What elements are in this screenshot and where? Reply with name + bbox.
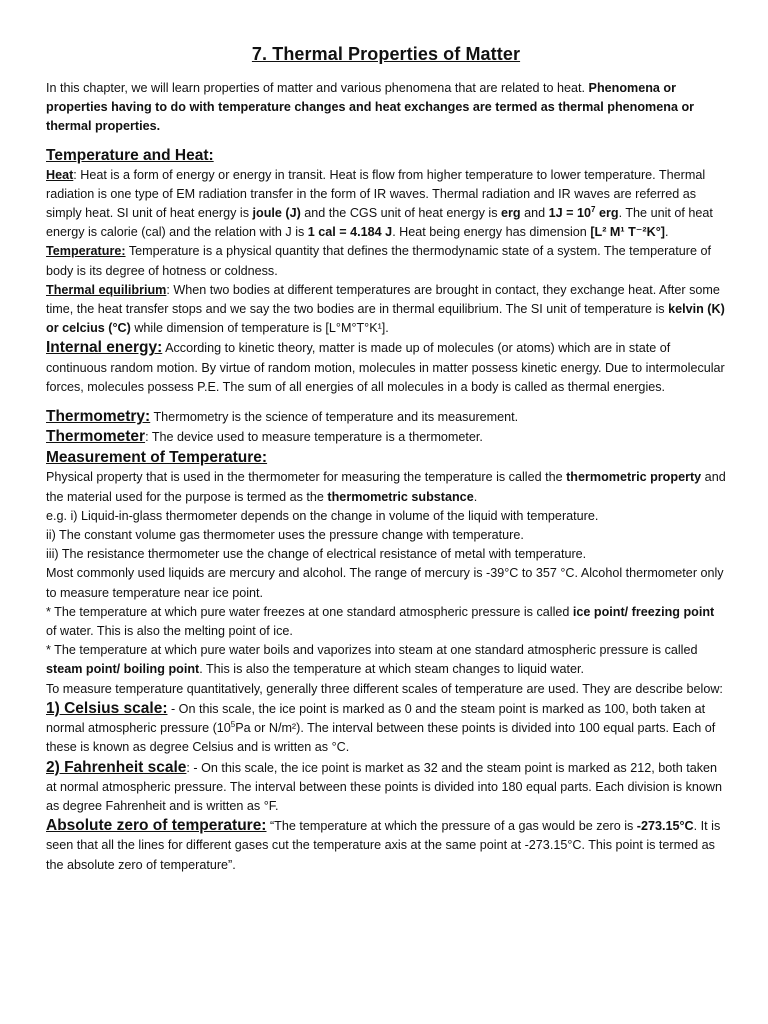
thermometric-property: thermometric property [566, 470, 702, 485]
steam-text: . This is also the temperature at which steam changes to liquid water. [199, 662, 584, 677]
ice-point-term: ice point/ freezing point [572, 604, 715, 619]
intro-paragraph [46, 79, 726, 137]
ice-text: of water. This is also the melting point of ice. [46, 624, 293, 639]
list-item: ii) The constant volume gas thermometer uses the pressure change with temperature. [46, 528, 524, 543]
temperature-paragraph [46, 242, 726, 280]
equilibrium-text: while dimension of temperature is [L°M°T°K¹]. [130, 321, 389, 336]
measurement-text: Physical property that is used in the thermometer for measuring the temperature is called the [46, 470, 567, 485]
liquids-paragraph: Most commonly used liquids are mercury and alcohol. The range of mercury is -39°C to 357 °C. Alcohol thermometer only to measure temperature near ice point. [46, 566, 724, 600]
absolute-zero-heading: Absolute zero of temperature: [46, 817, 267, 835]
scales-paragraph: To measure temperature quantitatively, generally three different scales of temperature are used. They are describe below: [46, 681, 723, 696]
thermometry-text: Thermometry is the science of temperature and its measurement. [150, 410, 519, 425]
internal-energy-heading: Internal energy: [46, 339, 163, 357]
document-page [46, 44, 726, 875]
equilibrium-paragraph [46, 281, 726, 339]
internal-energy-paragraph [46, 338, 726, 397]
equilibrium-label: Thermal equilibrium [46, 282, 167, 297]
internal-energy-text: According to kinetic theory, matter is made up of molecules (or atoms) which are in state of continuous random motion. By virtue of random motion, molecules in matter possess kinetic energy. Due to intermolecular forces, molecules possess P.E. The sum of all energies of all molecules in a body is called as thermal energies. [46, 341, 725, 394]
heat-text: . Heat being energy has dimension [392, 225, 591, 240]
measurement-text: . [473, 489, 478, 504]
relation-exponent: 7 [591, 204, 596, 214]
temperature-units: kelvin (K) or celcius (°C) [46, 302, 725, 336]
steam-text: * The temperature at which pure water boils and vaporizes into steam at one standard atmospheric pressure is called [46, 643, 698, 658]
absolute-text: . It is seen that all the lines for different gases cut the temperature axis at the same point at [46, 819, 721, 853]
thermometry-heading: Thermometry: [46, 408, 151, 426]
absolute-zero-value: -273.15°C [636, 819, 694, 834]
steam-point-term: steam point/ boiling point [46, 662, 200, 677]
temperature-label: Temperature: [46, 244, 126, 259]
absolute-text: . This point is termed as the absolute zero of temperature”. [46, 838, 715, 872]
joule-erg-relation [549, 206, 619, 220]
absolute-text: “The temperature at which the pressure of a gas would be zero is [266, 819, 637, 834]
ice-text: * The temperature at which pure water freezes at one standard atmospheric pressure is called [46, 604, 573, 619]
equilibrium-text: : When two bodies at different temperatures are brought in contact, they exchange heat. After some time, the heat transfer stops and we say the two bodies are in thermal equilibrium. The SI unit of temperature is [46, 282, 720, 317]
list-item: iii) The resistance thermometer use the change of electrical resistance of metal with temperature. [46, 547, 587, 562]
measurement-text: and the material used for the purpose is termed as the [46, 470, 726, 504]
heading-text: Measurement of Temperature: [46, 449, 268, 467]
relation-text: erg [595, 206, 619, 221]
calorie-relation: 1 cal = 4.184 J [307, 225, 393, 240]
celsius-heading: 1) Celsius scale: [46, 699, 168, 717]
heat-dimension: [L² M¹ T⁻²K°] [590, 225, 665, 240]
intro-line: In this chapter, we will learn properties of matter and various phenomena that are related to heat. [46, 81, 586, 95]
thermometry-paragraph [46, 407, 726, 427]
absolute-zero-value: -273.15°C [524, 838, 582, 853]
heat-label: Heat [46, 167, 74, 182]
fahrenheit-paragraph [46, 758, 726, 817]
celsius-text: - On this scale, the ice point is marked as 0 and the steam point is marked as 100, both taken at normal atmospheric pressure (10 [46, 701, 706, 736]
absolute-zero-paragraph [46, 816, 726, 875]
section-heading-measurement [46, 447, 726, 468]
thermometric-substance: thermometric substance [327, 489, 474, 504]
joule-unit: joule (J) [252, 206, 301, 221]
heat-paragraph [46, 166, 726, 243]
celsius-paragraph [46, 699, 726, 758]
measurement-paragraph [46, 468, 726, 506]
heat-text: . [664, 225, 669, 240]
list-item: e.g. i) Liquid-in-glass thermometer depends on the change in volume of the liquid with temperature. [46, 508, 599, 523]
section-heading-temperature-heat [46, 145, 726, 166]
ice-point-paragraph [46, 603, 726, 641]
heat-text: : Heat is a form of energy or energy in transit. Heat is flow from higher temperature to lower temperature. Thermal radiation is one type of EM radiation transfer in the form of IR waves. Thermal radiation and IR waves are referred as simply heat. SI unit of heat energy is [46, 167, 706, 221]
heat-text: and the CGS unit of heat energy is [300, 206, 502, 221]
celsius-text: Pa or N/m²). The interval between these points is divided into 100 equal parts. Each of these is known as degree Celsius and is written as °C. [46, 721, 716, 755]
thermometer-heading: Thermometer [46, 428, 146, 446]
heading-text: Temperature and Heat: [46, 146, 214, 164]
temperature-text: Temperature is a physical quantity that defines the thermodynamic state of a system. The temperature of body is its degree of hotness or coldness. [46, 244, 711, 278]
thermometer-text: : The device used to measure temperature is a thermometer. [145, 430, 483, 445]
fahrenheit-heading: 2) Fahrenheit scale [46, 758, 187, 776]
heat-text: . The unit of heat energy is calorie (cal) and the relation with J is [46, 206, 713, 240]
pressure-exponent: 5 [230, 719, 236, 729]
steam-point-paragraph [46, 641, 726, 679]
fahrenheit-text: : - On this scale, the ice point is market as 32 and the steam point is marked as 212, both taken at normal atmospheric pressure. The interval between these points is divided into 180 equal parts. Each division is known as degree Fahrenheit and is written as °F. [46, 760, 723, 813]
erg-unit: erg [501, 206, 521, 221]
relation-text: 1J = 10 [548, 206, 592, 221]
intro-bold: Phenomena or properties having to do with temperature changes and heat exchanges are termed as thermal phenomena or thermal properties. [46, 81, 695, 134]
thermometer-paragraph [46, 427, 726, 447]
heat-text: and [520, 206, 549, 221]
page-title: 7. Thermal Properties of Matter [251, 44, 521, 64]
